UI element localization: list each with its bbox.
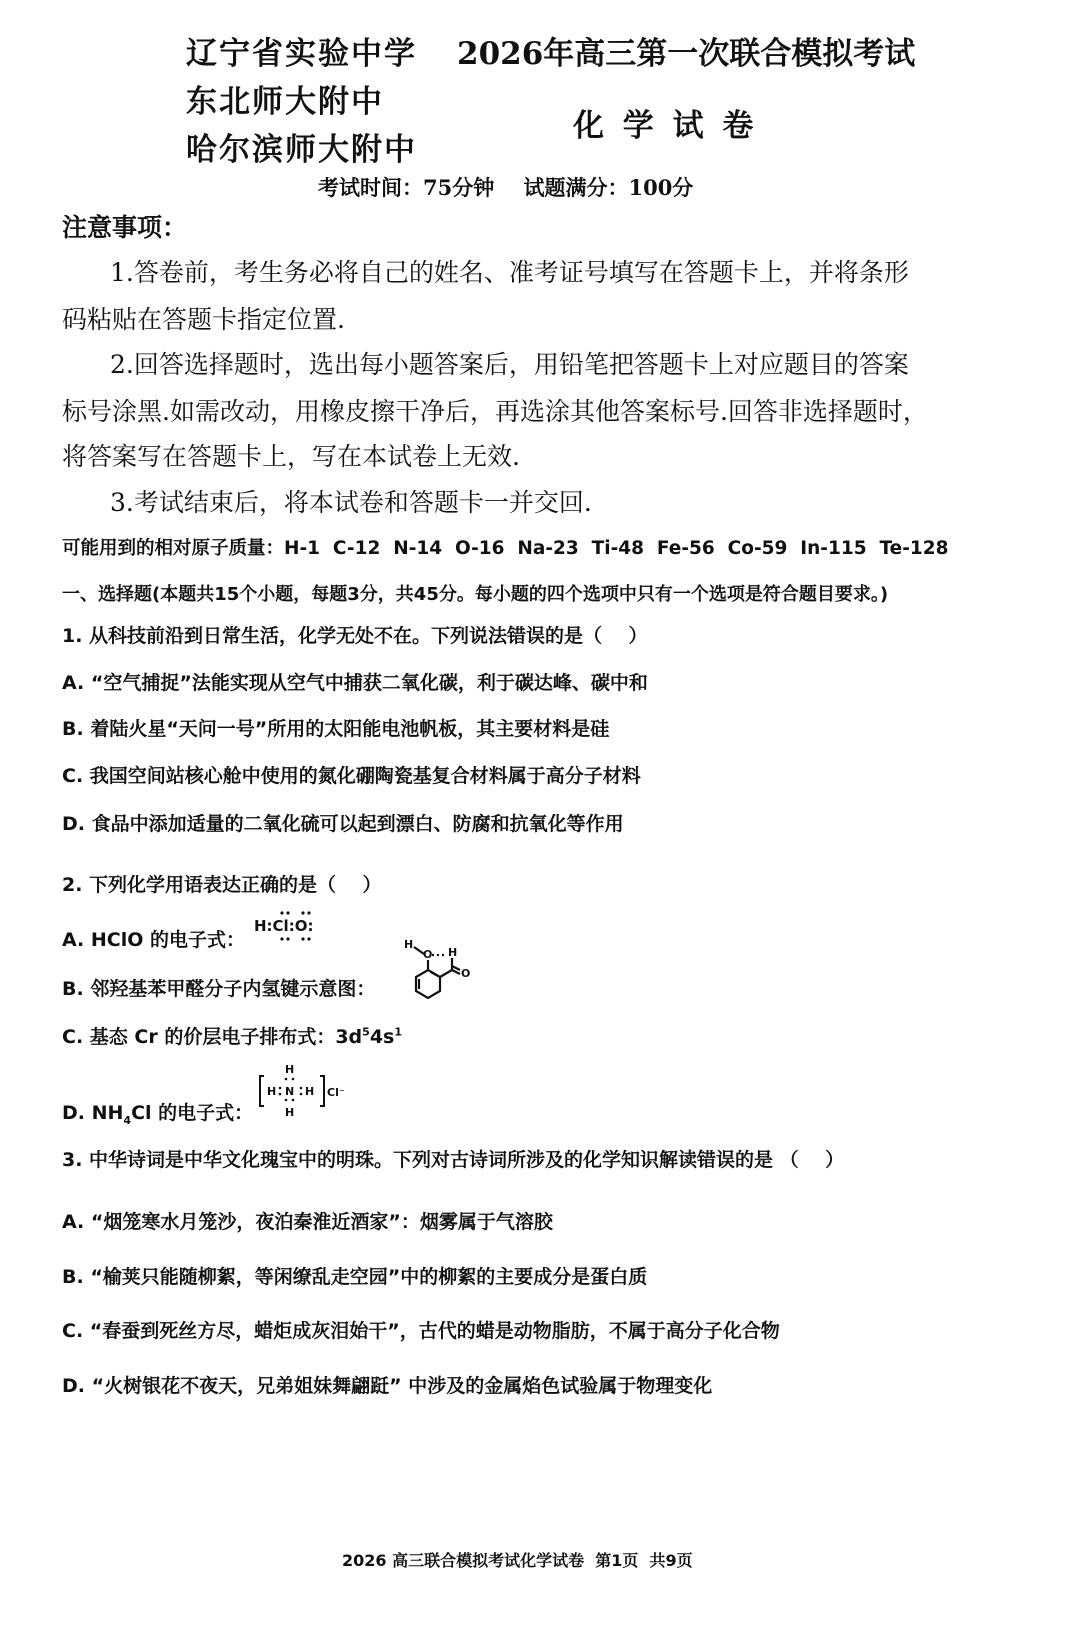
svg-text:O: O	[423, 948, 433, 961]
notice-line-1: 1.答卷前，考生务必将自己的姓名、准考证号填写在答题卡上，并将条形	[110, 258, 909, 287]
notice-line-2: 码粘贴在答题卡指定位置.	[62, 305, 345, 334]
q2-option-a	[62, 925, 245, 952]
svg-text:H: H	[305, 1085, 315, 1098]
svg-text:H: H	[285, 1064, 295, 1076]
q2-option-c-sup2: 1	[394, 1025, 402, 1039]
svg-text:H: H	[285, 1106, 295, 1119]
q2-option-c-sup1: 5	[362, 1025, 370, 1039]
q2-option-d	[62, 1098, 253, 1127]
notice-heading: 注意事项：	[62, 213, 188, 242]
svg-text:H: H	[448, 946, 458, 959]
svg-text:N: N	[285, 1085, 295, 1098]
q3-stem: 3. 中华诗词是中华文化瑰宝中的明珠。下列对古诗词所涉及的化学知识解读错误的是 （ ）	[62, 1149, 845, 1171]
subject-title: 化 学 试 卷	[573, 108, 758, 144]
q2-option-a-label: A. HClO 的电子式：	[62, 929, 246, 951]
q2-option-c-mid: 4s	[369, 1026, 395, 1048]
notice-line-6: 3.考试结束后，将本试卷和答题卡一并交回.	[110, 488, 592, 517]
svg-text:H: H	[404, 938, 414, 951]
q1-option-c: C. 我国空间站核心舱中使用的氮化硼陶瓷基复合材料属于高分子材料	[62, 765, 641, 787]
q2-option-d-sub: 4	[123, 1113, 132, 1127]
exam-meta: 考试时间：75分钟 试题满分：100分	[318, 175, 694, 200]
school-name-3: 哈尔滨师大附中	[186, 132, 417, 168]
section-title: 一、选择题(本题共15个小题，每题3分，共45分。每小题的四个选项中只有一个选项是符合题目要求。)	[62, 584, 889, 605]
notice-line-4: 标号涂黑.如需改动，用橡皮擦干净后，再选涂其他答案标号.回答非选择题时，	[62, 397, 928, 426]
q2-option-c-prefix: C. 基态 Cr 的价层电子排布式：3d	[62, 1026, 363, 1048]
svg-text:O: O	[461, 967, 471, 980]
nh4cl-electron-formula	[256, 1064, 348, 1120]
exam-title: 2026年高三第一次联合模拟考试	[457, 36, 916, 72]
svg-text:H: H	[267, 1085, 277, 1098]
school-name-1: 辽宁省实验中学	[186, 36, 417, 72]
q1-stem: 1. 从科技前沿到日常生活，化学无处不在。下列说法错误的是（ ）	[62, 625, 648, 647]
q1-option-a: A. “空气捕捉”法能实现从空气中捕获二氧化碳，利于碳达峰、碳中和	[62, 672, 648, 694]
notice-line-5: 将答案写在答题卡上，写在本试卷上无效.	[62, 442, 520, 471]
q3-option-c: C. “春蚕到死丝方尽，蜡炬成灰泪始干”，古代的蜡是动物脂肪，不属于高分子化合物	[62, 1320, 780, 1342]
q2-option-d-prefix: D. NH	[62, 1102, 124, 1124]
hclo-electron-formula	[252, 908, 332, 942]
q3-option-b: B. “榆荚只能随柳絮，等闲缭乱走空园”中的柳絮的主要成分是蛋白质	[62, 1266, 648, 1288]
q2-stem: 2. 下列化学用语表达正确的是（ ）	[62, 874, 382, 896]
hclo-formula-text: H:Cl:O:	[254, 917, 314, 935]
q2-option-c	[62, 1022, 402, 1049]
page-footer: 2026 高三联合模拟考试化学试卷 第1页 共9页	[342, 1551, 693, 1570]
q1-option-b: B. 着陆火星“天问一号”所用的太阳能电池帆板，其主要材料是硅	[62, 718, 610, 740]
notice-line-3: 2.回答选择题时，选出每小题答案后，用铅笔把答题卡上对应题目的答案	[110, 350, 909, 379]
school-name-2: 东北师大附中	[186, 84, 384, 120]
q3-option-d: D. “火树银花不夜天，兄弟姐妹舞翩跹” 中涉及的金属焰色试验属于物理变化	[62, 1375, 713, 1397]
chloride-ion: Cl⁻	[327, 1086, 345, 1099]
q1-option-d: D. 食品中添加适量的二氧化硫可以起到漂白、防腐和抗氧化等作用	[62, 813, 624, 835]
q3-option-a: A. “烟笼寒水月笼沙，夜泊秦淮近酒家”：烟雾属于气溶胶	[62, 1211, 553, 1233]
hydrogen-bond-diagram	[400, 936, 490, 1008]
q2-option-d-suffix: Cl 的电子式：	[131, 1102, 254, 1124]
atomic-masses: 可能用到的相对原子质量：H-1 C-12 N-14 O-16 Na-23 Ti-48 Fe-56 Co-59 In-115 Te-128	[62, 538, 949, 559]
q2-option-b: B. 邻羟基苯甲醛分子内氢键示意图：	[62, 978, 376, 1000]
